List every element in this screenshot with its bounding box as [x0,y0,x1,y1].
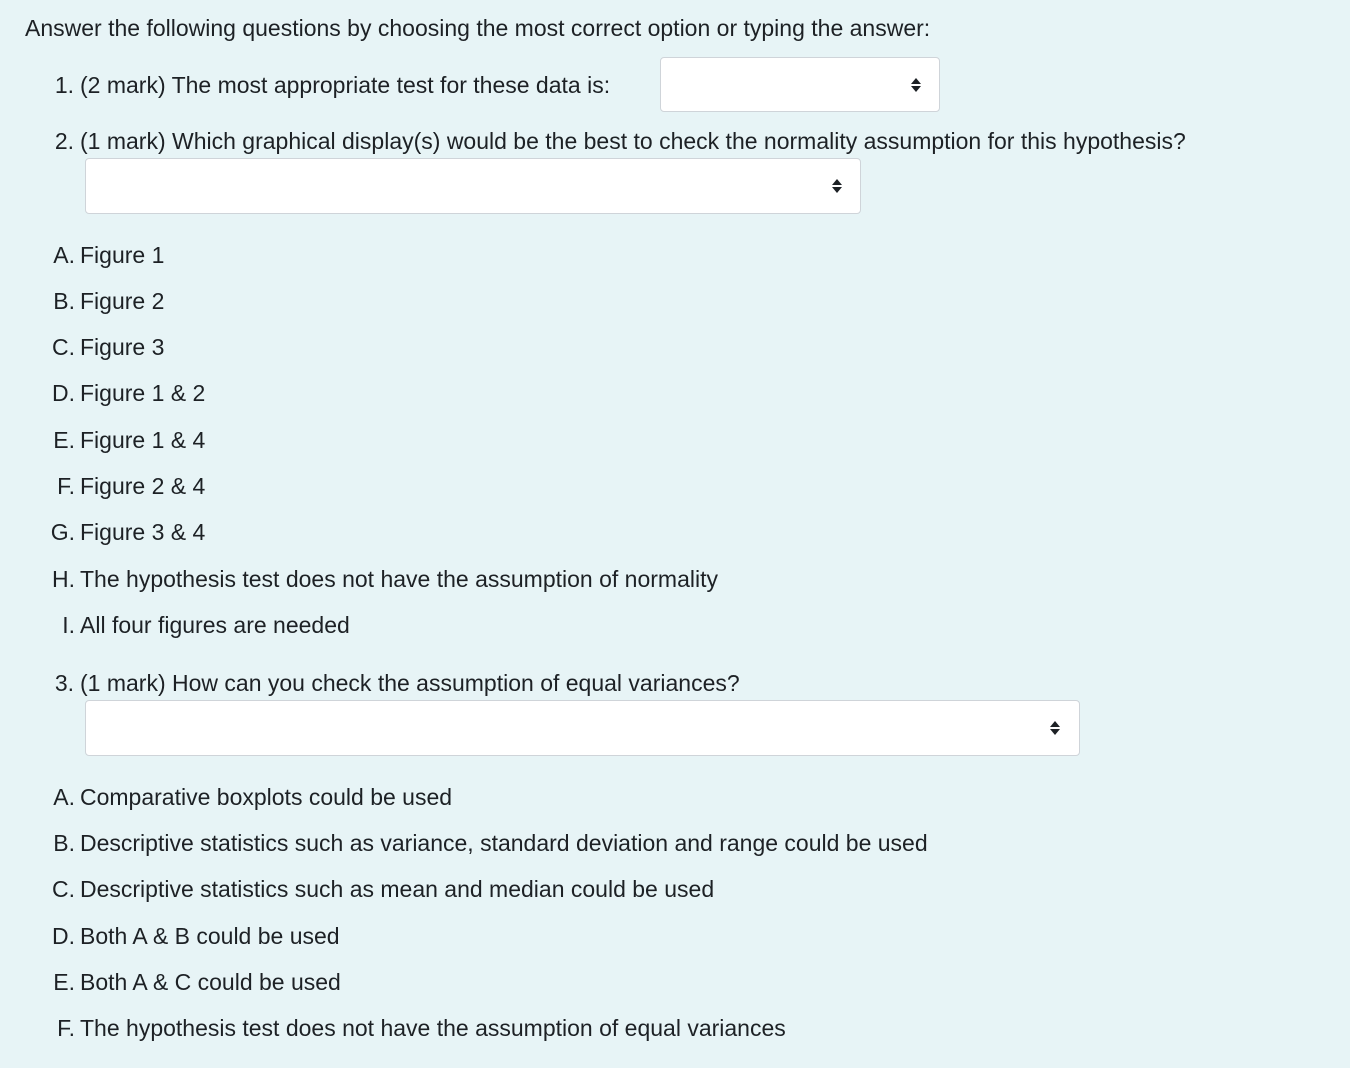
option-text: Comparative boxplots could be used [80,784,453,810]
option-letter: A. [53,784,75,810]
option-text: All four figures are needed [80,612,350,638]
option-text: The hypothesis test does not have the assumption of equal variances [80,1015,786,1041]
option-text: Figure 2 & 4 [80,473,206,499]
question-3 [0,668,740,698]
question-1-text: (2 mark) The most appropriate test for these data is: [80,72,611,98]
question-3-option [0,967,341,997]
question-2-number: 2. [54,128,74,154]
question-3-option [0,782,452,812]
select-arrows-icon [1050,721,1060,735]
question-2-option [0,240,164,270]
option-text: Descriptive statistics such as variance, standard deviation and range could be used [80,830,928,856]
question-2-option [0,471,205,501]
question-1-answer-select[interactable] [660,57,940,112]
option-letter: E. [53,427,75,453]
question-3-option [0,874,714,904]
option-text: Figure 1 & 4 [80,427,206,453]
option-letter: C. [52,876,75,902]
question-2-option [0,564,718,594]
option-letter: E. [53,969,75,995]
option-letter: A. [53,242,75,268]
instructions-text: Answer the following questions by choosing the most correct option or typing the answer: [25,15,931,41]
option-letter: C. [52,334,75,360]
question-3-option [0,828,928,858]
question-2-text: (1 mark) Which graphical display(s) would be the best to check the normality assumption for this hypothesis? [80,128,1186,154]
question-3-option [0,1013,786,1043]
option-text: The hypothesis test does not have the assumption of normality [80,566,718,592]
question-1 [0,70,610,100]
select-arrows-icon [911,78,921,92]
question-3-answer-select[interactable] [85,700,1080,756]
option-letter: F. [57,473,75,499]
option-letter: D. [52,380,75,406]
option-letter: G. [50,519,75,545]
select-arrows-icon [832,179,842,193]
option-letter: H. [52,566,75,592]
option-letter: F. [57,1015,75,1041]
question-2-option [0,517,205,547]
option-text: Figure 1 [80,242,165,268]
question-1-number: 1. [54,72,74,98]
question-2-answer-select[interactable] [85,158,861,214]
option-text: Figure 2 [80,288,165,314]
option-letter: B. [53,830,75,856]
question-2-option [0,425,205,455]
question-3-option [0,921,340,951]
option-letter: B. [53,288,75,314]
option-text: Figure 3 & 4 [80,519,206,545]
question-2-option [0,610,350,640]
option-text: Both A & B could be used [80,923,340,949]
option-text: Figure 3 [80,334,165,360]
question-2-option [0,332,164,362]
option-text: Both A & C could be used [80,969,341,995]
option-text: Figure 1 & 2 [80,380,206,406]
question-3-number: 3. [54,670,74,696]
option-letter: I. [62,612,75,638]
option-letter: D. [52,923,75,949]
question-2-option [0,286,164,316]
question-3-text: (1 mark) How can you check the assumption of equal variances? [80,670,740,696]
question-2-option [0,378,205,408]
question-2 [0,126,1186,156]
option-text: Descriptive statistics such as mean and median could be used [80,876,715,902]
